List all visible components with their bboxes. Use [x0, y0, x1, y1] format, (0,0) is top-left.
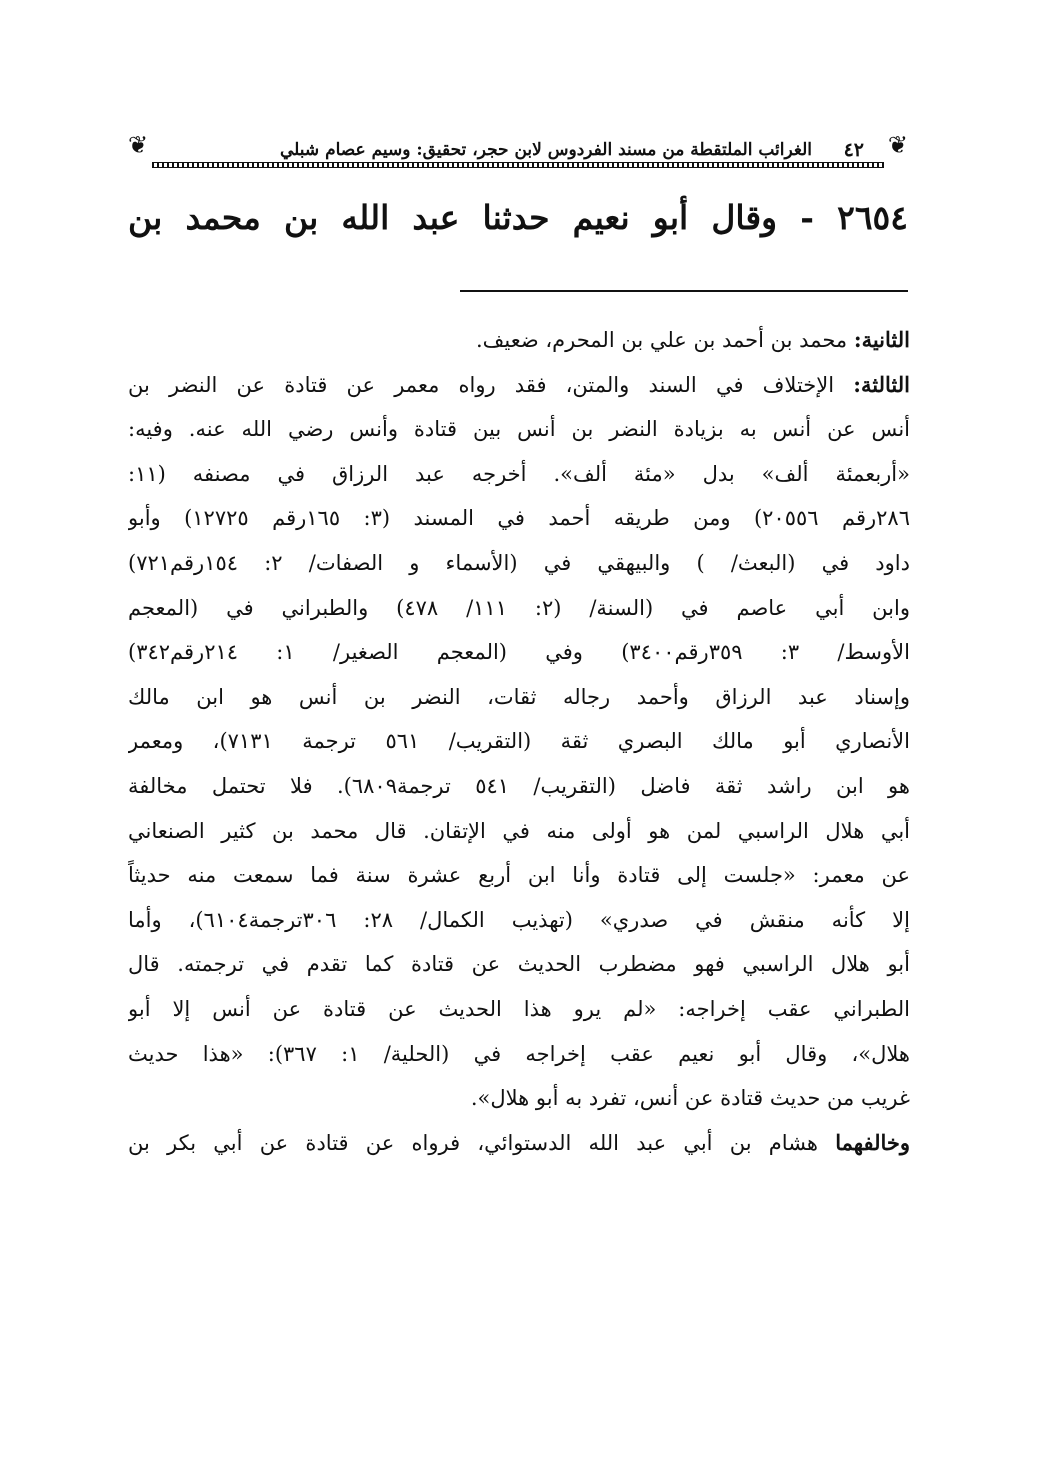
- hadith-line: ٢٦٥٤ - وقال أبو نعيم حدثنا عبد الله بن محمد بن: [128, 198, 908, 237]
- note-paragraph-1: [128, 318, 910, 363]
- text-line: إلا كأنه منقش في صدري» (تهذيب الكمال/ ٢٨: ٣٠٦ترجمة٦١٠٤)، وأما: [128, 907, 910, 932]
- ornament-right-icon: ❦: [887, 131, 908, 159]
- text-line: أنس عن أنس به بزيادة النضر بن أنس بين قتادة وأنس رضي الله عنه. وفيه:: [128, 417, 910, 442]
- note-label: الثالثة:: [853, 371, 910, 397]
- note-label: وخالفهما: [835, 1129, 910, 1155]
- footnotes: [128, 318, 910, 1165]
- text-line: [128, 1121, 910, 1166]
- header-title: الغرائب الملتقطة من مسند الفردوس لابن حجر، تحقيق: وسيم عصام شبلي: [279, 140, 812, 160]
- text-line: ٢٨٦رقم ٢٠٥٥٦) ومن طريقه أحمد في المسند (٣: ١٦٥رقم ١٢٧٢٥) وأبو: [128, 506, 910, 531]
- text-line: [128, 363, 910, 408]
- text-line: وابن أبي عاصم في (السنة/ (٢: ١١١/ ٤٧٨) والطبراني في (المعجم: [128, 595, 910, 620]
- text-line: أبي هلال الراسبي لمن هو أولى منه في الإتقان. قال محمد بن كثير الصنعاني: [128, 818, 910, 843]
- text-line: [128, 318, 910, 363]
- note-paragraph-2: [128, 363, 910, 1121]
- text-line: وإسناد عبد الرزاق وأحمد رجاله ثقات، النضر بن أنس هو ابن مالك: [128, 684, 910, 709]
- text-line: داود في (البعث/ ) والبيهقي في (الأسماء و الصفات/ ٢: ١٥٤رقم٧٢١): [128, 550, 910, 575]
- header-divider: [152, 162, 884, 168]
- text-line: «أربعمئة ألف» بدل «مئة ألف». أخرجه عبد الرزاق في مصنفه (١١:: [128, 461, 910, 486]
- page-number: ٤٢: [843, 139, 864, 161]
- text-line: غريب من حديث قتادة عن أنس، تفرد به أبو هلال».: [470, 1086, 910, 1111]
- footnote-separator: [460, 290, 908, 292]
- text-line: الأنصاري أبو مالك البصري ثقة (التقريب/ ٥٦١ ترجمة ٧١٣١)، ومعمر: [128, 729, 910, 754]
- text-line: أبو هلال الراسبي فهو مضطرب الحديث عن قتادة كما تقدم في ترجمته. قال: [128, 952, 910, 977]
- note-text: هشام بن أبي عبد الله الدستوائي، فرواه عن قتادة عن أبي بكر بن: [128, 1130, 818, 1155]
- note-text: الإختلاف في السند والمتن، فقد رواه معمر عن قتادة عن النضر بن: [128, 372, 835, 397]
- note-label: الثانية:: [853, 327, 910, 352]
- note-paragraph-3: [128, 1121, 910, 1166]
- text-line: الطبراني عقب إخراجه: «لم يرو هذا الحديث عن قتادة عن أنس إلا أبو: [128, 996, 910, 1021]
- note-text: محمد بن أحمد بن علي بن المحرم، ضعيف.: [475, 328, 848, 352]
- text-line: هو ابن راشد ثقة فاضل (التقريب/ ٥٤١ ترجمة٦٨٠٩). فلا تحتمل مخالفة: [128, 773, 910, 798]
- running-header: [128, 128, 908, 170]
- text-line: عن معمر: «جلست إلى قتادة وأنا ابن أربع عشرة سنة فما سمعت منه حديثاً: [128, 863, 910, 888]
- ornament-left-icon: ❦: [128, 131, 149, 159]
- text-line: الأوسط/ ٣: ٣٥٩رقم٣٤٠٠) وفي (المعجم الصغير/ ١: ٢١٤رقم٣٤٢): [128, 640, 910, 665]
- text-line: هلال»، وقال أبو نعيم عقب إخراجه في (الحلية/ ١: ٣٦٧): «هذا حديث: [128, 1041, 910, 1066]
